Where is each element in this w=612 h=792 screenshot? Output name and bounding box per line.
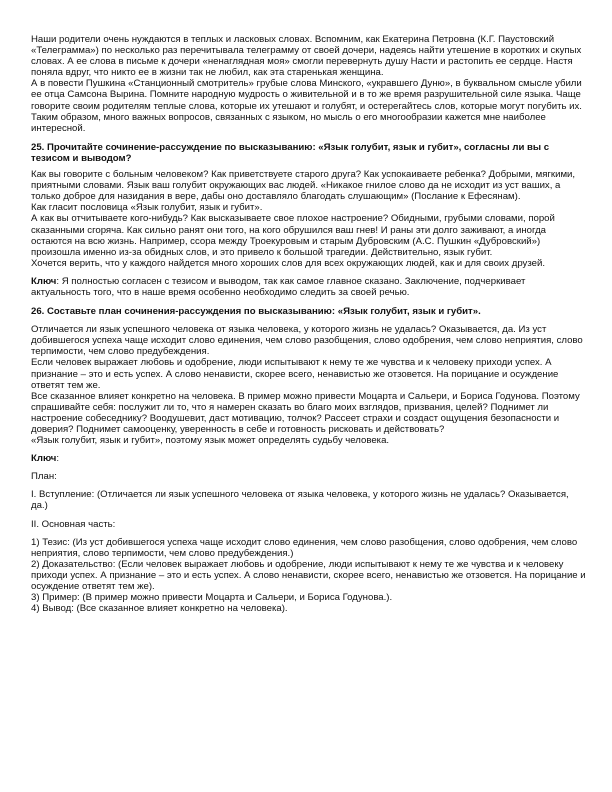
essay-paragraph: А как вы отчитываете кого-нибудь? Как высказываете свое плохое настроение? Обидными, грубыми словами, порой сказанными сгоряча. Как сильно ранят они того, на кого обрушился ваш гнев! И раны эти долго заживают, а иногда остаются на всю жизнь. Например, ссора между Троекуровым и старым Дубровским (А.С. Пушкин «Дубровский») произошла именно из-за обидных слов, и это привело к большой трагедии. Действительно, язык губит. <box>31 213 555 258</box>
essay-paragraph: Если человек выражает любовь и одобрение, люди испытывают к нему те же чувства и к человеку приходи успех. А признание – это и есть успех. А слово ненависти, скорее всего, ненавистью же отзовется. На порицание и осуждение ответят тем же. <box>31 357 559 391</box>
essay-paragraph: Как вы говорите с больным человеком? Как приветствуете старого друга? Как успокаиваете ребенка? Добрыми, мягкими, приятными словами. Язык ваш голубит окружающих вас людей. «Никакое гнилое слово да не исходит из уст ваших, а только доброе для назидания в вере, дабы оно доставляло благодать слушающим» (Послание к Ефесянам). <box>31 169 576 203</box>
plan-label: План: <box>31 471 57 483</box>
essay-paragraph: Хочется верить, что у каждого найдется много хороших слов для всех окружающих людей, как и для своих друзей. <box>31 257 545 269</box>
intro-paragraph: Наши родители очень нуждаются в теплых и ласковых словах. Вспомним, как Екатерина Петровна (К.Г. Паустовский «Телеграмма») по несколько раз перечитывала телеграмму от своей дочери, надеясь найти утешение в коротких и скупых словах. А ее слова в письме к дочери «ненаглядная моя» смогли перевернуть душу Насти и растопить ее сердце. Настя поняла вдруг, что никто ее в жизни так не любил, как эта старенькая женщина. <box>31 34 582 79</box>
plan-item: 3) Пример: (В пример можно привести Моцарта и Сальери, и Бориса Годунова.). <box>31 592 393 604</box>
essay-paragraph: Отличается ли язык успешного человека от языка человека, у которого жизнь не удалась? Оказывается, да. Из уст добившегося успеха чаще исходит слово единения, чем слово разобщения, слово одобрения, чем слово неприятия, слово терпимости, чем слово предубеждения. <box>31 324 583 358</box>
essay-paragraph: Как гласит пословица «Язык голубит, язык и губит». <box>31 202 263 214</box>
task-26-key: Ключ: <box>31 453 60 465</box>
essay-paragraph: «Язык голубит, язык и губит», поэтому язык может определять судьбу человека. <box>31 435 390 447</box>
essay-paragraph: Все сказанное влияет конкретно на человека. В пример можно привести Моцарта и Сальери, и Бориса Годунова. Поэтому спрашивайте себя: послужит ли то, что я намерен сказать во благо моих взглядов, призвания, целей? Поднимет ли настроение собеседнику? Воодушевит, даст мотивацию, толчок? Рассеет страхи и создаст ощущения безопасности и доверия? Поднимет самооценку, уверенность в себе и готовность рисковать и действовать? <box>31 390 580 435</box>
key-label: Ключ <box>31 453 57 465</box>
intro-paragraph: А в повести Пушкина «Станционный смотритель» грубые слова Минского, «укравшего Дуню», в буквальном смысле убили ее отца Самсона Вырина. Помните народную мудрость о живительной и в то же время разрушительной силе языка. Чаще говорите своим родителям теплые слова, которые их утешают и голубят, и остерегайтесь слов, которые могут погубить их. <box>31 78 582 112</box>
intro-paragraph: Таким образом, много важных вопросов, связанных с языком, но мысль о его многообразии кажется мне наиболее интересной. <box>31 111 546 134</box>
key-label: Ключ <box>31 275 57 287</box>
document-page <box>31 34 587 614</box>
plan-item: 1) Тезис: (Из уст добившегося успеха чаще исходит слово единения, чем слово разобщения, слово одобрения, чем слово неприятия, слово терпимости, чем слово предубеждения.) <box>31 536 578 559</box>
task-25-key <box>31 276 587 298</box>
plan-item: 2) Доказательство: (Если человек выражает любовь и одобрение, люди испытывают к нему те же чувства и к человеку приходи успех. А признание – это и есть успех. А слово ненависти, скорее всего, ненавистью же отзовется. На порицание и осуждение ответят тем же). <box>31 558 586 593</box>
task-26-heading: 26. Составьте план сочинения-рассуждения по высказыванию: «Язык голубит, язык и губит». <box>31 306 481 318</box>
plan-intro: I. Вступление: (Отличается ли язык успешного человека от языка человека, у которого жизнь не удалась? Оказывается, да.) <box>31 489 569 512</box>
plan-item: 4) Вывод: (Все сказанное влияет конкретно на человека). <box>31 603 288 615</box>
key-text: : Я полностью согласен с тезисом и выводом, так как самое главное сказано. Заключение, подчеркивает актуальность того, что в наше время особенно необходимо следить за своей речью. <box>31 275 526 298</box>
plan-main: II. Основная часть: <box>31 518 116 530</box>
task-25-heading: 25. Прочитайте сочинение-рассуждение по высказыванию: «Язык голубит, язык и губит», согласны ли вы с тезисом и выводом? <box>31 141 550 164</box>
